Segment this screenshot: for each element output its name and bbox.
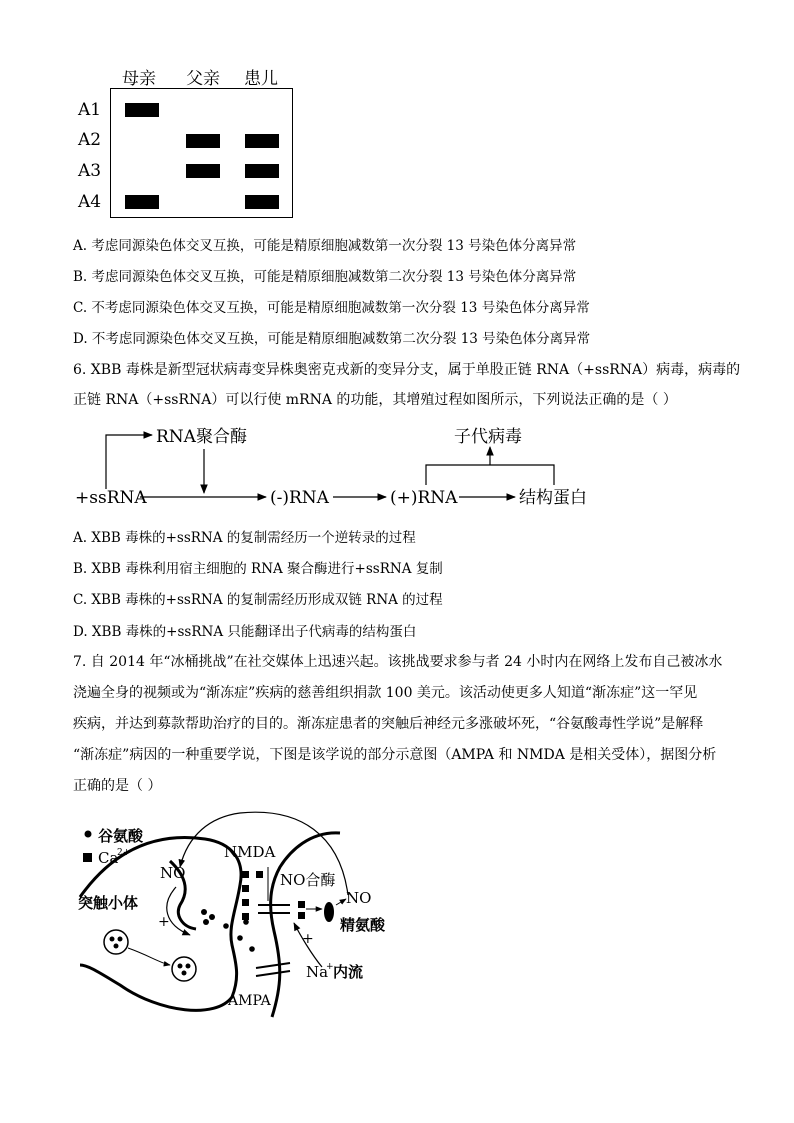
vesicle-transport-arrow: [128, 948, 170, 965]
column-mother: 母亲: [122, 69, 156, 89]
vesicle-2: [172, 957, 196, 981]
ampa-label: AMPA: [228, 993, 271, 1009]
q6-option-b: B. XBB 毒株利用宿主细胞的 RNA 聚合酶进行+ssRNA 复制: [73, 561, 443, 577]
influx-label: 内流: [333, 963, 364, 981]
no-right-label: NO: [346, 889, 372, 907]
legend-calcium-square: [83, 853, 92, 862]
q5-option-a: A. 考虑同源染色体交叉互换，可能是精原细胞减数第一次分裂 13 号染色体分离异常: [73, 238, 577, 254]
rna-polymerase-label: RNA聚合酶: [156, 427, 247, 447]
sodium-label: Na: [306, 963, 329, 981]
legend-glutamate-label: 谷氨酸: [98, 827, 144, 845]
row-a3: A3: [78, 161, 102, 181]
q7-stem-line-4: “渐冻症”病因的一种重要学说，下图是该学说的部分示意图（AMPA 和 NMDA 是相关受体），据图分析: [73, 747, 717, 763]
ampa-channel-top: [256, 963, 290, 968]
legend-glutamate-dot: [85, 831, 92, 838]
q5-option-b: B. 考虑同源染色体交叉互换，可能是精原细胞减数第二次分裂 13 号染色体分离异常: [73, 269, 577, 285]
q6-option-c: C. XBB 毒株的+ssRNA 的复制需经历形成双链 RNA 的过程: [73, 592, 443, 608]
arginine-label: 精氨酸: [340, 916, 386, 934]
q6-stem-line-2: 正链 RNA（+ssRNA）可以行使 mRNA 的功能，其增殖过程如图所示，下列说法正确的是（ ）: [73, 392, 677, 408]
gel-band: [125, 195, 159, 209]
postsynaptic-membrane: [271, 833, 340, 1017]
gel-band: [125, 103, 159, 117]
legend-calcium-charge: 2+: [117, 848, 131, 858]
no-left-label: NO: [160, 864, 186, 882]
nmda-label: NMDA: [224, 843, 276, 861]
plus-rna-label: (+)RNA: [390, 488, 458, 508]
row-a2: A2: [78, 130, 102, 150]
q5-option-d: D. 不考虑同源染色体交叉互换，可能是精原细胞减数第二次分裂 13 号染色体分离异常: [73, 331, 591, 347]
row-a4: A4: [78, 192, 102, 212]
no-synthase-enzyme: [324, 902, 334, 922]
plus-ssrna-label: +ssRNA: [75, 488, 147, 508]
column-father: 父亲: [186, 69, 220, 89]
q6-stem-line-1: 6. XBB 毒株是新型冠状病毒变异株奥密克戎新的变异分支，属于单股正链 RNA（+ssRNA）病毒，病毒的: [73, 362, 741, 378]
structural-protein-label: 结构蛋白: [519, 488, 587, 508]
q5-option-c: C. 不考虑同源染色体交叉互换，可能是精原细胞减数第一次分裂 13 号染色体分离异常: [73, 300, 590, 316]
sodium-charge: +: [326, 962, 334, 972]
gel-band: [186, 134, 220, 148]
assembly-bracket: [426, 465, 554, 485]
plus-sign-1: +: [158, 914, 170, 930]
gel-band: [245, 164, 279, 178]
row-a1: A1: [78, 100, 102, 120]
legend-calcium-label: Ca: [98, 849, 119, 867]
q6-replication-diagram: [0, 415, 794, 515]
gel-band: [186, 164, 220, 178]
q7-synapse-diagram: [0, 805, 794, 1025]
vesicle-1: [104, 930, 128, 954]
q7-stem-line-1: 7. 自 2014 年“冰桶挑战”在社交媒体上迅速兴起。该挑战要求参与者 24 小时内在网络上发布自己被冰水: [73, 654, 723, 670]
gel-band: [245, 134, 279, 148]
ampa-channel-bottom: [256, 971, 290, 976]
offspring-virus-label: 子代病毒: [454, 427, 522, 447]
arrow-to-polymerase: [106, 435, 152, 489]
minus-rna-label: (-)RNA: [270, 488, 329, 508]
q7-stem-line-5: 正确的是（ ）: [73, 778, 162, 794]
synaptic-vesicle-label: 突触小体: [78, 894, 139, 912]
q6-option-d: D. XBB 毒株的+ssRNA 只能翻译出子代病毒的结构蛋白: [73, 624, 417, 640]
column-child: 患儿: [244, 69, 278, 89]
plus-sign-2: +: [302, 931, 314, 947]
q7-stem-line-3: 疾病，并达到募款帮助治疗的目的。渐冻症患者的突触后神经元多涨破坏死，“谷氨酸毒性学说”是解释: [73, 716, 704, 732]
q6-option-a: A. XBB 毒株的+ssRNA 的复制需经历一个逆转录的过程: [73, 530, 416, 546]
q7-stem-line-2: 浇遍全身的视频或为“渐冻症”疾病的慈善组织捐款 100 美元。该活动使更多人知道“渐冻症”这一罕见: [73, 685, 698, 701]
no-synthase-label: NO合酶: [280, 871, 336, 889]
gel-band: [245, 195, 279, 209]
